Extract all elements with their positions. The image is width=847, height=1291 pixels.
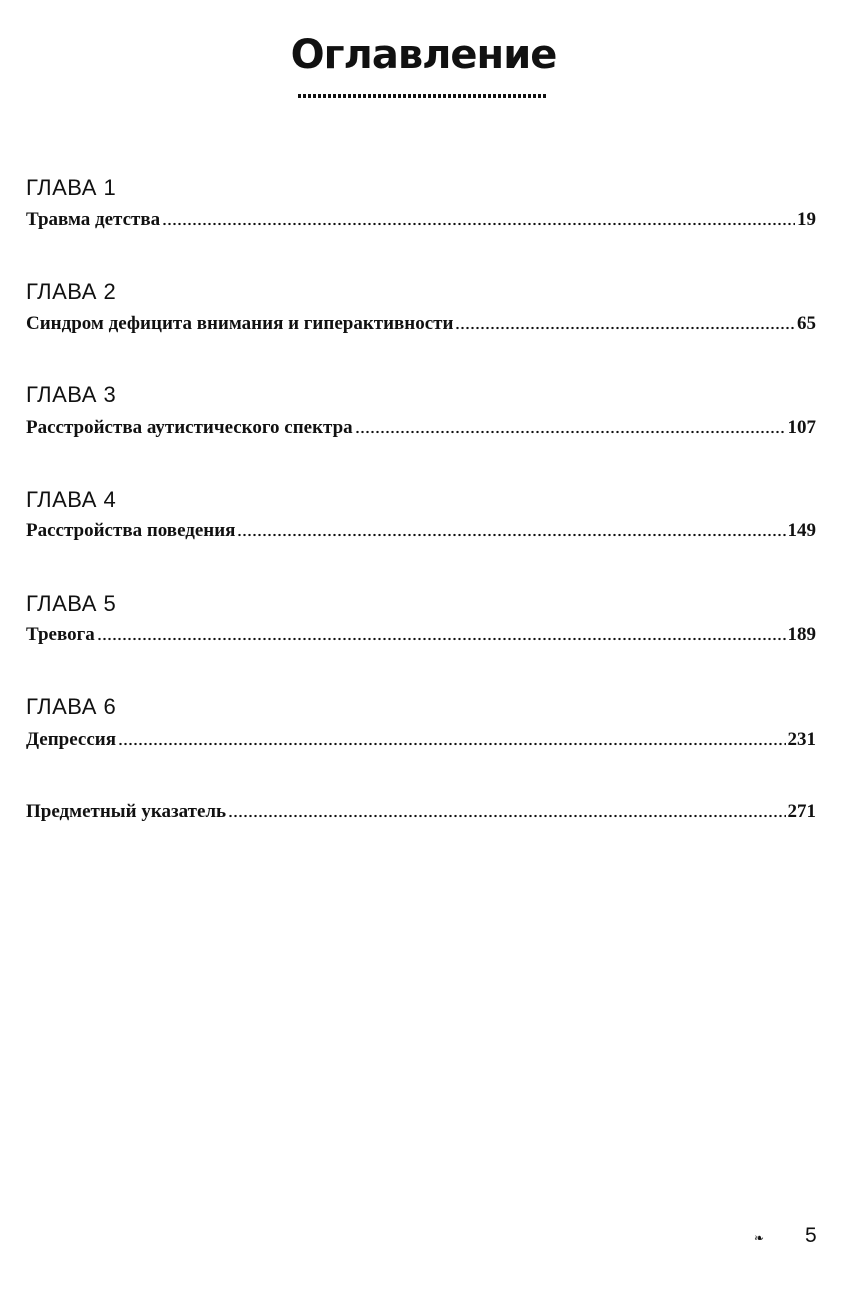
footer-page-number: 5 [805,1224,817,1247]
dot-leader [455,326,795,330]
toc-entry-title: Травма детства [26,209,161,230]
chapter-4-label: ГЛАВА 4 [26,487,117,512]
dot-leader [97,637,786,641]
chapter-1-label: ГЛАВА 1 [26,175,117,200]
dot-leader [228,814,785,818]
toc-entry-title: Синдром дефицита внимания и гиперактивности [26,313,454,334]
dot-leader [162,222,795,226]
toc-entry-page: 149 [787,520,816,541]
chapter-6-label: ГЛАВА 6 [26,694,117,719]
page-title: Оглавление [290,32,557,78]
toc-entry-title: Предметный указатель [26,801,227,822]
toc-entry-chapter-4[interactable] [26,519,816,543]
toc-entry-page: 19 [797,209,816,230]
toc-entry-chapter-3[interactable] [26,416,816,440]
toc-entry-page: 107 [787,417,816,438]
toc-entry-page: 189 [787,624,816,645]
toc-entry-page: 65 [797,313,816,334]
dot-leader [237,533,785,537]
toc-entry-title: Расстройства аутистического спектра [26,417,353,438]
chapter-2-label: ГЛАВА 2 [26,279,117,304]
toc-entry-title: Тревога [26,624,95,645]
chapter-5-label: ГЛАВА 5 [26,591,117,616]
toc-entry-index[interactable] [26,800,816,824]
toc-entry-chapter-1[interactable] [26,208,816,232]
dot-leader [118,742,785,746]
toc-entry-chapter-6[interactable] [26,728,816,752]
dot-leader [355,430,786,434]
toc-entry-title: Депрессия [26,729,117,750]
footer-ornament-icon: ❧ [754,1231,765,1245]
title-ornament-rule [298,94,546,98]
toc-entry-chapter-2[interactable] [26,312,816,336]
toc-entry-page: 271 [787,801,816,822]
toc-entry-chapter-5[interactable] [26,623,816,647]
toc-entry-page: 231 [787,729,816,750]
chapter-3-label: ГЛАВА 3 [26,382,117,407]
toc-entry-title: Расстройства поведения [26,520,236,541]
